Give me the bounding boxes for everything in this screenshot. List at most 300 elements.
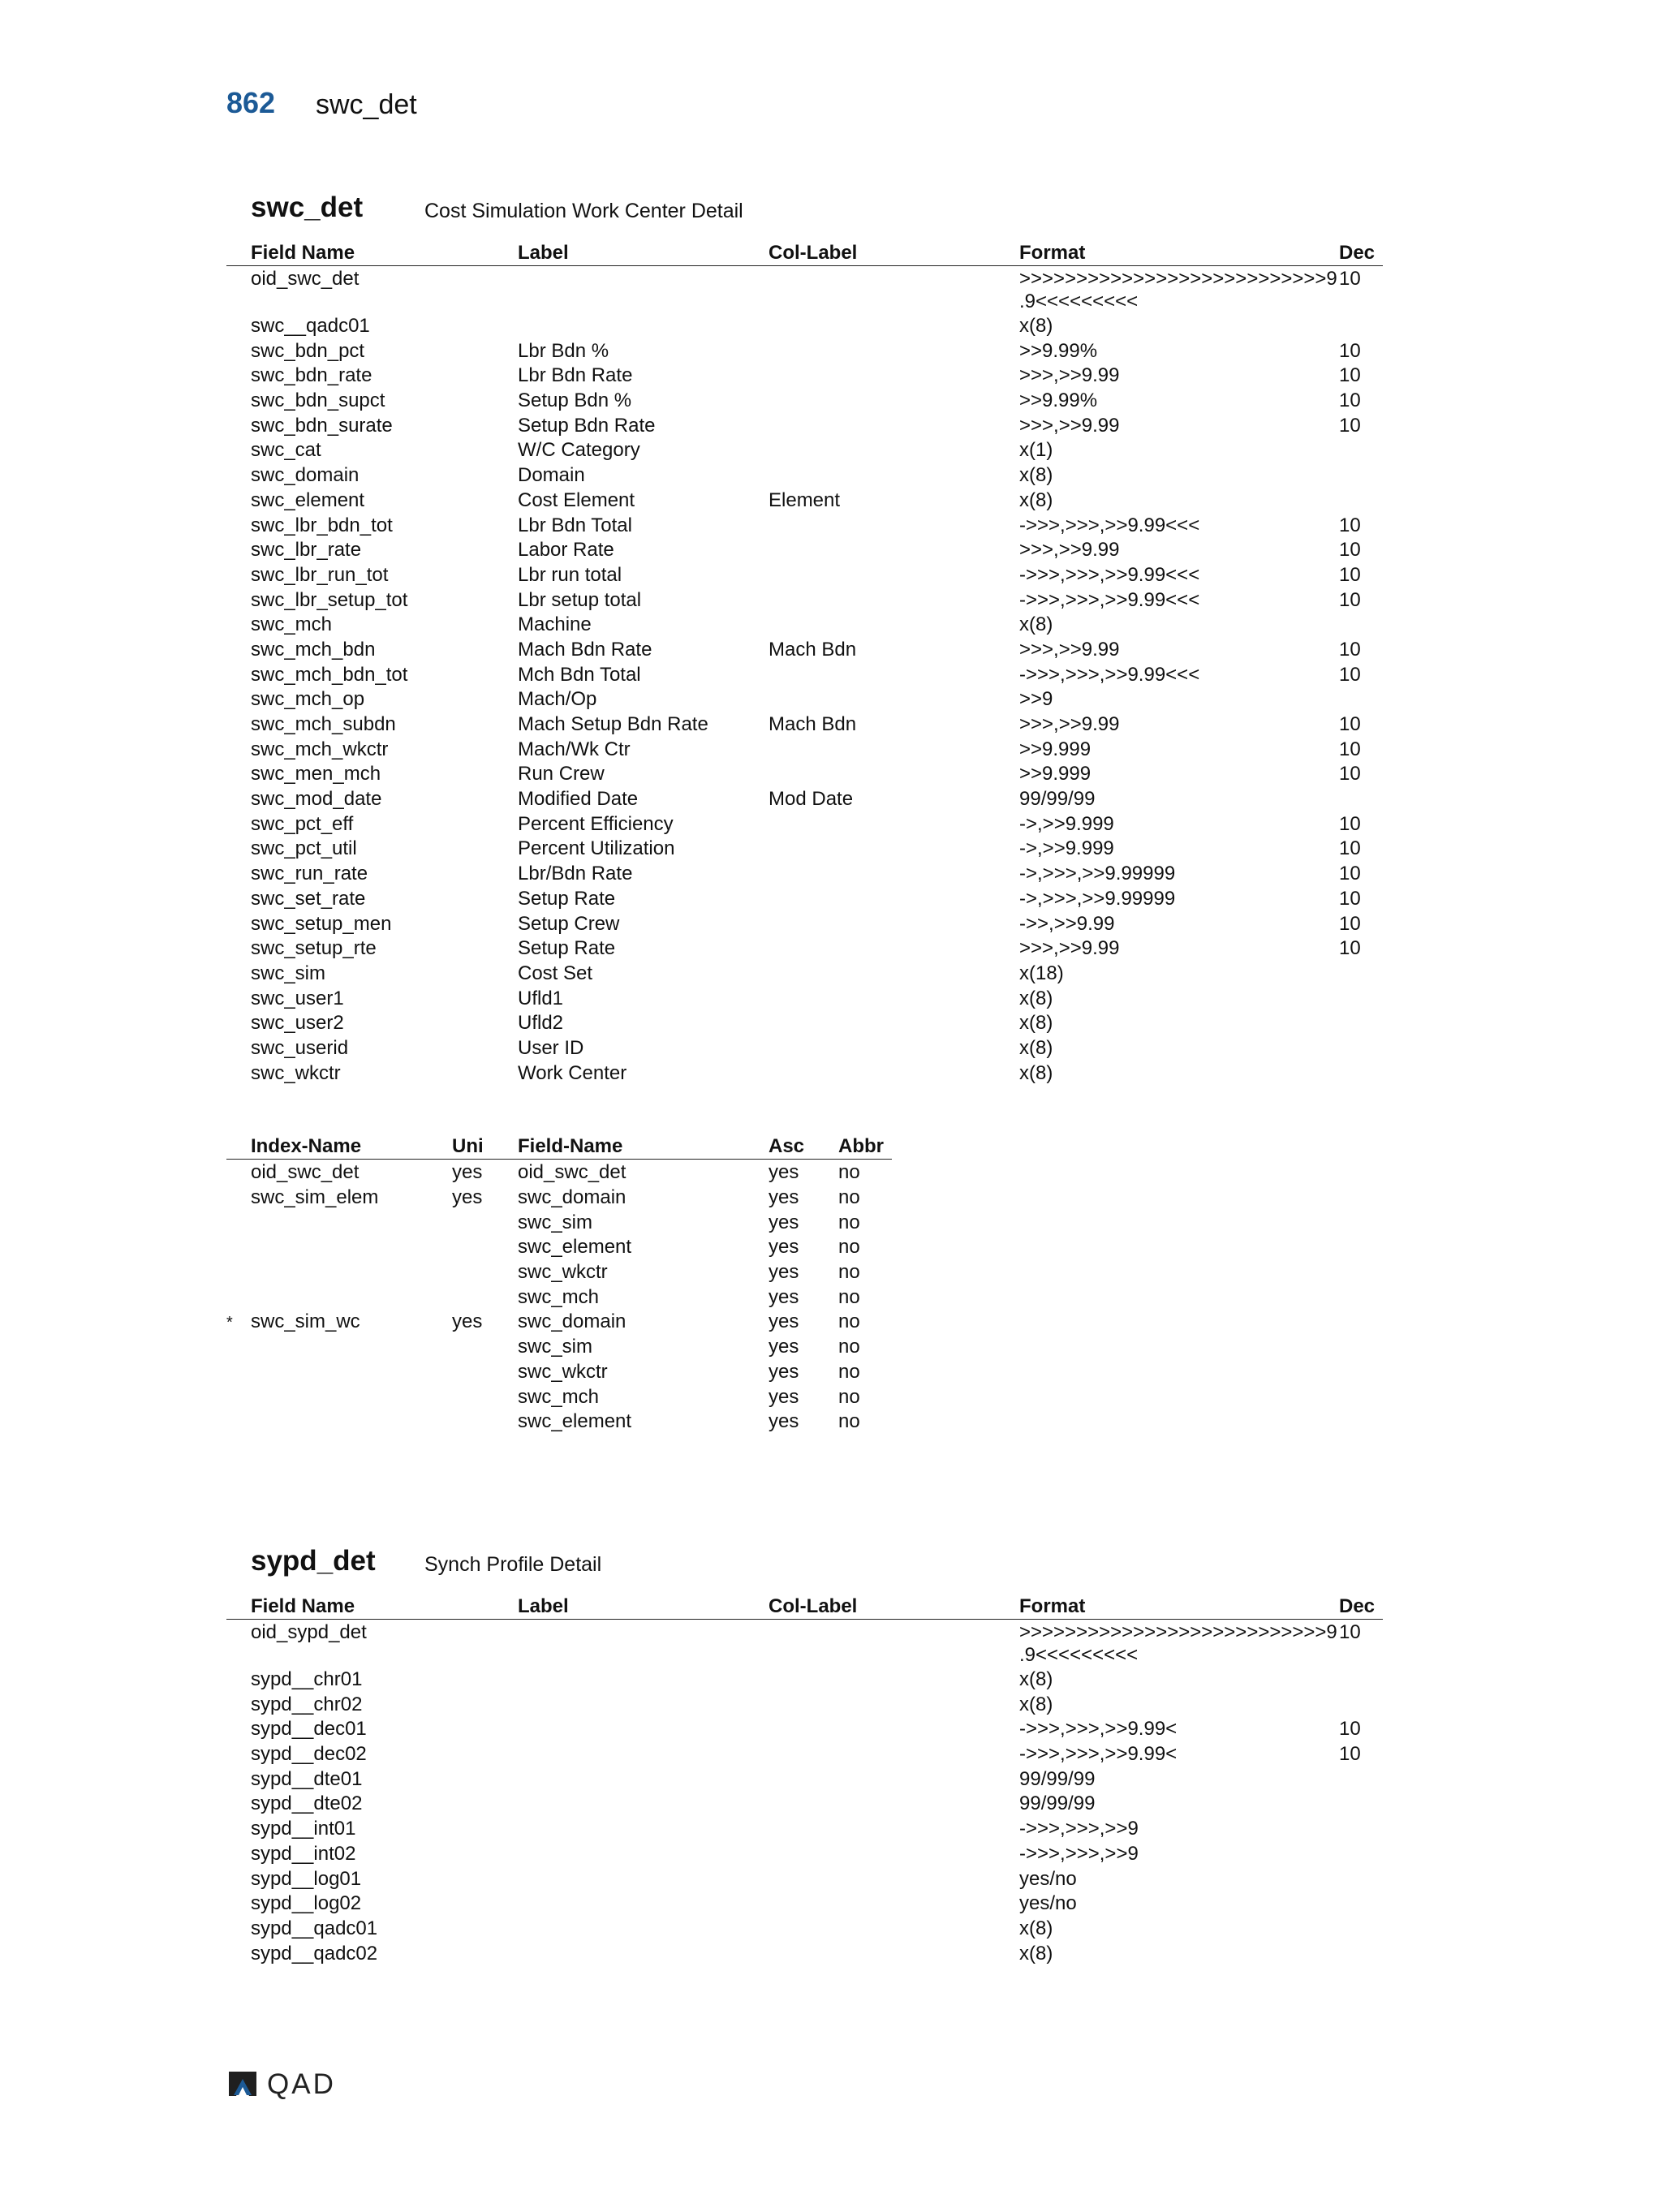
index-abbr: no <box>838 1360 860 1383</box>
field-label: Cost Set <box>518 962 593 984</box>
field-dec: 10 <box>1339 268 1361 290</box>
header-col-label: Col-Label <box>769 1595 858 1617</box>
field-format-line: >>>>>>>>>>>>>>>>>>>>>>>>>>>9 <box>1019 1621 1337 1643</box>
table-row <box>226 737 1383 762</box>
field-name: sypd__qadc01 <box>251 1917 378 1939</box>
table-row <box>226 1692 1383 1717</box>
field-name: oid_swc_det <box>251 268 360 290</box>
table-row <box>226 537 1383 562</box>
index-row <box>226 1185 1383 1210</box>
field-name: swc_setup_rte <box>251 937 377 960</box>
field-label: Lbr Bdn % <box>518 339 609 362</box>
field-dec: 10 <box>1339 414 1361 437</box>
table-row <box>226 313 1383 338</box>
field-label: Mach Bdn Rate <box>518 638 652 661</box>
field-label: W/C Category <box>518 439 640 462</box>
field-format-line: ->,>>9.999 <box>1019 812 1114 835</box>
field-name: sypd__dec02 <box>251 1743 367 1766</box>
index-asc: yes <box>769 1285 799 1308</box>
header-uni: Uni <box>452 1135 484 1158</box>
field-format <box>1019 913 1114 936</box>
field-label: Lbr Bdn Total <box>518 514 632 536</box>
field-format <box>1019 613 1053 636</box>
field-dec: 10 <box>1339 837 1361 860</box>
index-abbr: no <box>838 1385 860 1408</box>
index-row <box>226 1359 1383 1384</box>
table-row <box>226 1767 1383 1792</box>
field-format <box>1019 988 1053 1010</box>
field-col-label: Mod Date <box>769 788 854 811</box>
field-dec: 10 <box>1339 738 1361 760</box>
index-row <box>226 1160 1383 1185</box>
header-dec: Dec <box>1339 242 1376 264</box>
field-dec: 10 <box>1339 887 1361 910</box>
index-table-body <box>226 1160 1383 1434</box>
index-row <box>226 1234 1383 1259</box>
table-name: sypd_det <box>251 1545 376 1577</box>
field-format-line: 99/99/99 <box>1019 788 1096 811</box>
index-name: oid_swc_det <box>251 1161 360 1184</box>
field-format <box>1019 1818 1139 1840</box>
field-format-line: yes/no <box>1019 1867 1077 1890</box>
table-row <box>226 936 1383 961</box>
index-abbr: no <box>838 1285 860 1308</box>
field-format <box>1019 1668 1053 1691</box>
page-number: 862 <box>226 86 276 119</box>
index-asc: yes <box>769 1261 799 1284</box>
field-format-line: ->>>,>>>,>>9 <box>1019 1818 1139 1840</box>
table-row <box>226 1620 1383 1667</box>
index-field: swc_domain <box>518 1186 626 1208</box>
field-format-line: x(1) <box>1019 439 1053 462</box>
field-label: Domain <box>518 464 585 487</box>
table-row <box>226 686 1383 712</box>
field-format <box>1019 639 1119 661</box>
field-label: Setup Rate <box>518 887 616 910</box>
field-format-line: ->,>>>,>>9.99999 <box>1019 863 1176 885</box>
field-format-line: >>>>>>>>>>>>>>>>>>>>>>>>>>>9 <box>1019 268 1337 290</box>
field-format <box>1019 1792 1095 1815</box>
field-format-line: x(8) <box>1019 1012 1053 1035</box>
field-name: sypd__log02 <box>251 1892 362 1915</box>
field-label: Cost Element <box>518 488 635 511</box>
table-row <box>226 1916 1383 1941</box>
field-format <box>1019 962 1064 985</box>
index-abbr: no <box>838 1410 860 1433</box>
field-name: swc_lbr_setup_tot <box>251 588 408 611</box>
field-label: Modified Date <box>518 788 639 811</box>
field-col-label: Mach Bdn <box>769 713 857 735</box>
field-name: swc_bdn_surate <box>251 414 393 437</box>
field-format-line: >>9.99% <box>1019 339 1098 362</box>
field-dec: 10 <box>1339 539 1361 562</box>
field-name: swc_lbr_run_tot <box>251 563 389 586</box>
field-format <box>1019 788 1095 811</box>
index-asc: yes <box>769 1360 799 1383</box>
field-name: swc_lbr_bdn_tot <box>251 514 393 536</box>
table-row <box>226 1035 1383 1061</box>
field-format-line-2: .9<<<<<<<<< <box>1019 290 1139 312</box>
field-table-body <box>226 1620 1383 1965</box>
index-unique: yes <box>452 1161 483 1184</box>
field-format-line: ->>>,>>>,>>9 <box>1019 1842 1139 1865</box>
field-label: Lbr run total <box>518 563 622 586</box>
field-format <box>1019 837 1114 860</box>
table-row <box>226 637 1383 662</box>
table-row <box>226 338 1383 364</box>
field-format-line: >>>,>>9.99 <box>1019 937 1120 960</box>
field-name: swc_mch_bdn_tot <box>251 663 408 686</box>
field-format <box>1019 539 1119 562</box>
field-name: swc_pct_util <box>251 837 357 860</box>
field-name: sypd__dte01 <box>251 1767 363 1790</box>
index-asc: yes <box>769 1161 799 1184</box>
table-row <box>226 437 1383 463</box>
field-table-header <box>226 1594 1383 1620</box>
table-row <box>226 1891 1383 1916</box>
field-format-line: x(8) <box>1019 488 1053 511</box>
field-format <box>1019 514 1199 537</box>
index-field: swc_sim <box>518 1336 593 1358</box>
index-name: swc_sim_wc <box>251 1310 360 1333</box>
field-dec: 10 <box>1339 563 1361 586</box>
field-table-header <box>226 240 1383 266</box>
index-abbr: no <box>838 1236 860 1259</box>
field-name: swc_lbr_rate <box>251 539 362 562</box>
field-dec: 10 <box>1339 1743 1361 1766</box>
field-name: swc_pct_eff <box>251 812 354 835</box>
header-format: Format <box>1019 1595 1086 1617</box>
field-dec: 10 <box>1339 1621 1361 1643</box>
field-format-line-2: .9<<<<<<<<< <box>1019 1644 1139 1666</box>
table-row <box>226 363 1383 388</box>
field-name: swc_mch_subdn <box>251 713 396 735</box>
field-format <box>1019 1843 1139 1866</box>
table-row <box>226 861 1383 886</box>
field-label: Percent Utilization <box>518 837 675 860</box>
field-format-line: ->>>,>>>,>>9.99<<< <box>1019 588 1200 611</box>
field-format-line: >>9.99% <box>1019 389 1098 412</box>
field-name: sypd__dec01 <box>251 1718 367 1741</box>
table-name: swc_det <box>251 192 364 223</box>
field-name: swc_userid <box>251 1036 349 1059</box>
field-label: Percent Efficiency <box>518 812 674 835</box>
index-unique: yes <box>452 1186 483 1208</box>
index-abbr: no <box>838 1186 860 1208</box>
field-format-line: x(8) <box>1019 464 1053 487</box>
field-name: swc__qadc01 <box>251 315 370 337</box>
header-field-name: Field Name <box>251 242 355 264</box>
field-name: swc_mch_op <box>251 688 365 711</box>
field-name: swc_setup_men <box>251 912 392 935</box>
index-abbr: no <box>838 1336 860 1358</box>
field-format-line: x(8) <box>1019 1693 1053 1715</box>
field-label: Setup Bdn % <box>518 389 632 412</box>
field-label: Mch Bdn Total <box>518 663 641 686</box>
field-name: swc_user1 <box>251 987 344 1009</box>
field-label: Ufld1 <box>518 987 564 1009</box>
field-name: swc_user2 <box>251 1012 344 1035</box>
table-row <box>226 1841 1383 1866</box>
field-name: sypd__log01 <box>251 1867 362 1890</box>
field-name: swc_element <box>251 488 365 511</box>
field-format-line: x(8) <box>1019 987 1053 1009</box>
field-name: swc_bdn_pct <box>251 339 365 362</box>
field-dec: 10 <box>1339 937 1361 960</box>
field-format <box>1019 713 1119 736</box>
field-dec: 10 <box>1339 863 1361 885</box>
field-name: sypd__dte02 <box>251 1792 363 1815</box>
field-format-line: x(18) <box>1019 962 1064 984</box>
field-label: Lbr setup total <box>518 588 642 611</box>
field-name: swc_men_mch <box>251 763 381 785</box>
field-format <box>1019 364 1119 387</box>
table-row <box>226 761 1383 786</box>
index-abbr: no <box>838 1261 860 1284</box>
index-asc: yes <box>769 1186 799 1208</box>
index-name: swc_sim_elem <box>251 1186 379 1208</box>
header-abbr: Abbr <box>838 1135 884 1158</box>
field-format-line: x(8) <box>1019 1668 1053 1690</box>
field-format-line: x(8) <box>1019 1942 1053 1965</box>
field-dec: 10 <box>1339 812 1361 835</box>
index-row <box>226 1210 1383 1235</box>
table-row <box>226 612 1383 637</box>
table-row <box>226 961 1383 986</box>
field-dec: 10 <box>1339 763 1361 785</box>
table-row <box>226 712 1383 737</box>
page-title: swc_det <box>316 89 417 120</box>
field-dec: 10 <box>1339 912 1361 935</box>
field-format-line: >>>,>>9.99 <box>1019 414 1120 437</box>
table-row <box>226 811 1383 837</box>
field-format-line: ->>>,>>>,>>9.99<<< <box>1019 663 1200 686</box>
index-asc: yes <box>769 1211 799 1233</box>
field-format <box>1019 464 1053 487</box>
table-row <box>226 587 1383 613</box>
table-row <box>226 488 1383 513</box>
index-row <box>226 1384 1383 1409</box>
index-field: swc_mch <box>518 1385 600 1408</box>
field-name: sypd__qadc02 <box>251 1942 378 1965</box>
field-format-line: >>>,>>9.99 <box>1019 364 1120 387</box>
index-unique: yes <box>452 1310 483 1333</box>
field-format-line: >>9.999 <box>1019 738 1091 760</box>
table-row <box>226 388 1383 413</box>
field-format <box>1019 340 1097 363</box>
field-format <box>1019 439 1053 462</box>
field-label: Mach/Op <box>518 688 597 711</box>
table-row <box>226 1866 1383 1891</box>
swc-det-section <box>226 192 1383 1434</box>
field-format <box>1019 1943 1053 1965</box>
field-format-line: ->,>>9.999 <box>1019 837 1114 860</box>
field-format-line: ->>>,>>>,>>9.99< <box>1019 1718 1178 1741</box>
field-name: swc_bdn_supct <box>251 389 385 412</box>
index-row <box>226 1334 1383 1359</box>
field-label: Setup Crew <box>518 912 620 935</box>
index-abbr: no <box>838 1310 860 1333</box>
field-format-line: ->>>,>>>,>>9.99<<< <box>1019 563 1200 586</box>
index-asc: yes <box>769 1236 799 1259</box>
header-format: Format <box>1019 242 1086 264</box>
field-format <box>1019 738 1091 761</box>
qad-logo-text: QAD <box>267 2068 336 2100</box>
table-row <box>226 266 1383 313</box>
index-field: swc_element <box>518 1410 632 1433</box>
field-format <box>1019 1621 1337 1667</box>
field-format <box>1019 763 1091 785</box>
table-row <box>226 911 1383 936</box>
field-label: Labor Rate <box>518 539 614 562</box>
index-field: swc_domain <box>518 1310 626 1333</box>
qad-logo <box>226 2070 348 2099</box>
table-description: Synch Profile Detail <box>424 1553 602 1576</box>
table-row <box>226 1941 1383 1966</box>
table-row <box>226 1791 1383 1816</box>
field-dec: 10 <box>1339 713 1361 735</box>
table-row <box>226 1716 1383 1741</box>
field-format-line: x(8) <box>1019 613 1053 636</box>
field-name: swc_run_rate <box>251 863 368 885</box>
field-label: Lbr/Bdn Rate <box>518 863 633 885</box>
field-format-line: 99/99/99 <box>1019 1792 1096 1815</box>
field-format <box>1019 1768 1095 1791</box>
field-format <box>1019 589 1199 612</box>
header-label: Label <box>518 1595 569 1617</box>
table-row <box>226 986 1383 1011</box>
field-label: Run Crew <box>518 763 605 785</box>
field-format <box>1019 888 1175 910</box>
field-format-line: 99/99/99 <box>1019 1767 1096 1790</box>
field-format <box>1019 1012 1053 1035</box>
table-description: Cost Simulation Work Center Detail <box>424 200 743 222</box>
index-field: swc_mch <box>518 1285 600 1308</box>
table-heading <box>226 192 1383 240</box>
index-field: swc_element <box>518 1236 632 1259</box>
table-row <box>226 1816 1383 1841</box>
table-row <box>226 513 1383 538</box>
field-format <box>1019 937 1119 960</box>
sypd-det-section <box>226 1545 1383 1965</box>
field-format <box>1019 1693 1053 1716</box>
field-name: swc_wkctr <box>251 1061 341 1084</box>
table-heading <box>226 1545 1383 1594</box>
field-name: swc_mch_wkctr <box>251 738 389 760</box>
field-format-line: >>9.999 <box>1019 763 1091 785</box>
field-name: swc_mch_bdn <box>251 638 376 661</box>
field-col-label: Mach Bdn <box>769 638 857 661</box>
field-format-line: >>>,>>9.99 <box>1019 713 1120 735</box>
field-dec: 10 <box>1339 339 1361 362</box>
field-format <box>1019 268 1337 313</box>
field-dec: 10 <box>1339 514 1361 536</box>
field-label: Mach/Wk Ctr <box>518 738 631 760</box>
field-dec: 10 <box>1339 364 1361 387</box>
field-name: swc_bdn_rate <box>251 364 372 387</box>
index-row <box>226 1259 1383 1285</box>
index-row <box>226 1285 1383 1310</box>
field-format-line: x(8) <box>1019 1917 1053 1939</box>
field-format <box>1019 1718 1177 1741</box>
field-dec: 10 <box>1339 638 1361 661</box>
field-format <box>1019 813 1114 836</box>
field-name: oid_sypd_det <box>251 1621 367 1643</box>
field-dec: 10 <box>1339 1718 1361 1741</box>
field-label: Machine <box>518 613 592 636</box>
field-format <box>1019 389 1097 412</box>
field-label: Mach Setup Bdn Rate <box>518 713 708 735</box>
field-format-line: ->>>,>>>,>>9.99<<< <box>1019 514 1200 536</box>
index-field: oid_swc_det <box>518 1161 626 1184</box>
field-col-label: Element <box>769 488 841 511</box>
header-field-name: Field Name <box>251 1595 355 1617</box>
field-format <box>1019 1892 1077 1915</box>
field-dec: 10 <box>1339 663 1361 686</box>
field-name: swc_mod_date <box>251 788 382 811</box>
index-field: swc_wkctr <box>518 1360 608 1383</box>
table-row <box>226 562 1383 587</box>
index-field: swc_sim <box>518 1211 593 1233</box>
index-marker: * <box>226 1314 233 1332</box>
field-name: sypd__int01 <box>251 1818 356 1840</box>
table-row <box>226 463 1383 488</box>
table-row <box>226 1741 1383 1767</box>
index-abbr: no <box>838 1161 860 1184</box>
header-dec: Dec <box>1339 1595 1376 1617</box>
field-label: Ufld2 <box>518 1012 564 1035</box>
field-format-line: x(8) <box>1019 315 1053 337</box>
field-format <box>1019 1062 1053 1085</box>
table-row <box>226 1667 1383 1692</box>
field-label: Work Center <box>518 1061 627 1084</box>
index-asc: yes <box>769 1410 799 1433</box>
table-row <box>226 886 1383 911</box>
header-field-name: Field-Name <box>518 1135 623 1158</box>
field-format <box>1019 863 1175 885</box>
table-row <box>226 1010 1383 1035</box>
field-format <box>1019 1868 1077 1891</box>
field-format <box>1019 415 1119 437</box>
field-format <box>1019 1037 1053 1060</box>
field-name: sypd__int02 <box>251 1842 356 1865</box>
header-asc: Asc <box>769 1135 805 1158</box>
table-row <box>226 1061 1383 1086</box>
field-format <box>1019 664 1199 686</box>
field-label: Setup Bdn Rate <box>518 414 656 437</box>
field-format-line: ->>,>>9.99 <box>1019 912 1115 935</box>
field-label: Setup Rate <box>518 937 616 960</box>
field-format <box>1019 315 1053 338</box>
field-format-line: >>>,>>9.99 <box>1019 539 1120 562</box>
field-name: swc_mch <box>251 613 333 636</box>
field-name: sypd__chr01 <box>251 1668 363 1690</box>
table-row <box>226 786 1383 811</box>
field-dec: 10 <box>1339 588 1361 611</box>
field-format <box>1019 1917 1053 1940</box>
field-format-line: ->,>>>,>>9.99999 <box>1019 887 1176 910</box>
field-format <box>1019 1743 1177 1766</box>
header-col-label: Col-Label <box>769 242 858 264</box>
index-asc: yes <box>769 1336 799 1358</box>
index-asc: yes <box>769 1385 799 1408</box>
field-format-line: >>9 <box>1019 688 1053 711</box>
field-format <box>1019 688 1053 711</box>
field-name: sypd__chr02 <box>251 1693 363 1715</box>
qad-logo-icon <box>226 2070 259 2098</box>
field-format-line: x(8) <box>1019 1061 1053 1084</box>
table-row <box>226 413 1383 438</box>
